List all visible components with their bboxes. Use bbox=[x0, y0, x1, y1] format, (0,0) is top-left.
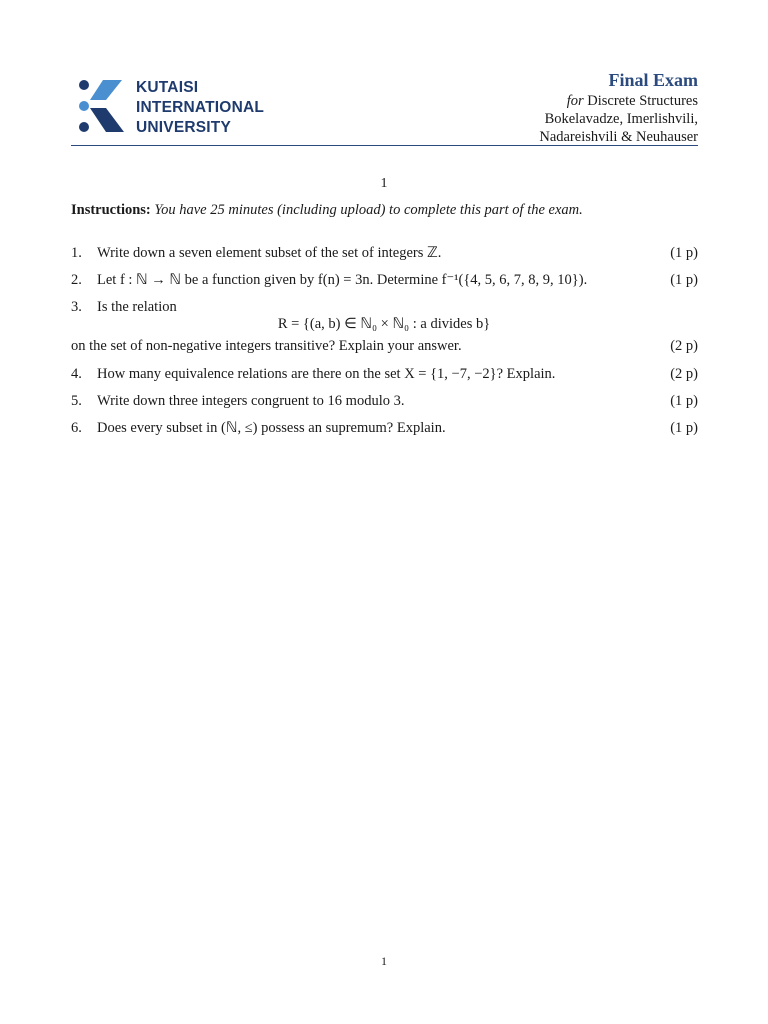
authors-line-1: Bokelavadze, Imerlishvili, bbox=[544, 111, 698, 127]
question-points: (1 p) bbox=[670, 420, 698, 436]
university-logo-mark-icon bbox=[76, 78, 132, 136]
instructions bbox=[71, 202, 701, 219]
question-number: 5. bbox=[71, 393, 82, 409]
logo-line-3: UNIVERSITY bbox=[136, 119, 232, 136]
question-text: How many equivalence relations are there on the set X = {1, −7, −2}? Explain. bbox=[97, 366, 556, 382]
course-line bbox=[539, 92, 698, 110]
page-number: 1 bbox=[381, 954, 387, 968]
question-number: 6. bbox=[71, 420, 82, 436]
question-points: (1 p) bbox=[670, 393, 698, 409]
authors-line-2: Nadareishvili & Neuhauser bbox=[539, 129, 698, 145]
question-number: 3. bbox=[71, 299, 82, 315]
header-divider bbox=[71, 145, 698, 146]
university-logo-text bbox=[136, 78, 264, 138]
question-points: (2 p) bbox=[670, 366, 698, 382]
question-number: 4. bbox=[71, 366, 82, 382]
instructions-text: You have 25 minutes (including upload) to complete this part of the exam. bbox=[154, 202, 583, 218]
question-text: Let f : ℕ → ℕ be a function given by f(n) = 3n. Determine f⁻¹({4, 5, 6, 7, 8, 9, 10}). bbox=[97, 272, 588, 288]
question-text: Is the relation bbox=[97, 299, 177, 315]
university-logo bbox=[76, 78, 266, 136]
instructions-label: Instructions: bbox=[71, 202, 151, 218]
relation-formula: R = {(a, b) ∈ ℕ₀ × ℕ₀ : a divides b} bbox=[277, 316, 491, 332]
question-text: Write down three integers congruent to 16 modulo 3. bbox=[97, 393, 405, 409]
course-name: Discrete Structures bbox=[587, 93, 698, 109]
logo-line-1: KUTAISI bbox=[136, 79, 199, 96]
question-number: 2. bbox=[71, 272, 82, 288]
question-points: (2 p) bbox=[670, 338, 698, 354]
question-points: (1 p) bbox=[670, 245, 698, 261]
question-3-continuation bbox=[71, 338, 698, 355]
question-text: Write down a seven element subset of the set of integers ℤ. bbox=[97, 245, 442, 261]
exam-title: Final Exam bbox=[608, 70, 698, 90]
section-number: 1 bbox=[380, 176, 388, 191]
question-number: 1. bbox=[71, 245, 82, 261]
logo-line-2: INTERNATIONAL bbox=[136, 99, 265, 116]
exam-header bbox=[539, 69, 698, 146]
for-word: for bbox=[566, 93, 584, 109]
question-points: (1 p) bbox=[670, 272, 698, 288]
question-continuation-text: on the set of non-negative integers transitive? Explain your answer. bbox=[71, 338, 462, 354]
question-text: Does every subset in (ℕ, ≤) possess an supremum? Explain. bbox=[97, 420, 446, 436]
